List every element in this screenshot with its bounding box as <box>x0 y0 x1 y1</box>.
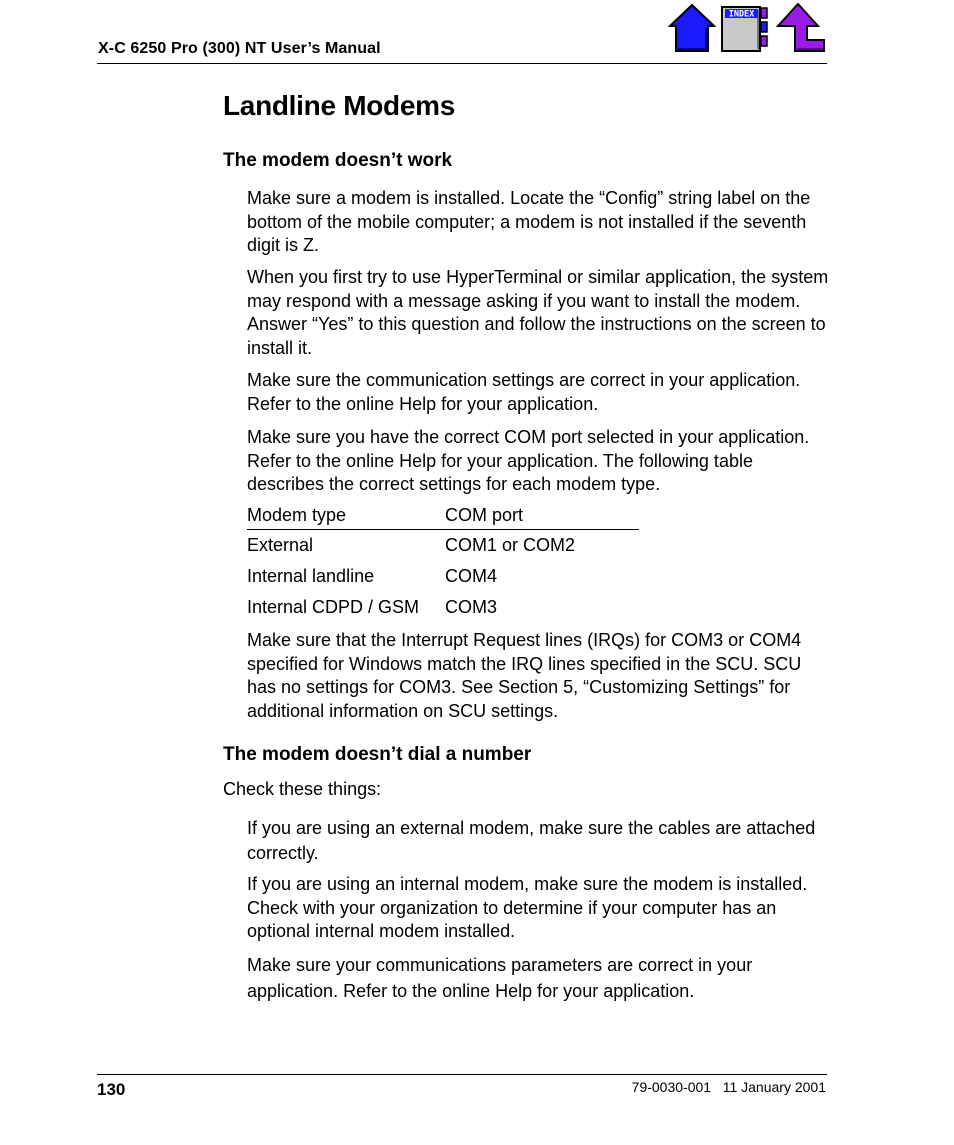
paragraph: Make sure you have the correct COM port selected in your application. Refer to the online Help for your application. The following table describes the correct settings for each modem type. <box>247 427 810 495</box>
paragraph: If you are using an internal modem, make sure the modem is installed. Check with your organization to determine if your computer has an optional internal modem installed. <box>247 874 808 942</box>
index-icon <box>720 2 772 54</box>
table-cell-modem-type: External <box>247 535 314 555</box>
back-arrow-icon <box>776 2 828 54</box>
page-title: Landline Modems <box>223 90 455 121</box>
index-label: INDEX <box>728 9 755 20</box>
table-row <box>247 566 639 590</box>
back-button[interactable] <box>776 2 828 54</box>
paragraph: Make sure a modem is installed. Locate the “Config” string label on the bottom of the mobile computer; a modem is not installed if the seventh digit is Z. <box>247 188 811 256</box>
header-divider <box>97 63 827 64</box>
page-number: 130 <box>97 1080 126 1099</box>
document-info: 79-0030-001 11 January 2001 <box>631 1079 826 1095</box>
paragraph: Make sure that the Interrupt Request lines (IRQs) for COM3 or COM4 specified for Windows match the IRQ lines specified in the SCU. SCU has no settings for COM3. See Section 5, “Customizing Settings” for additional information on SCU settings. <box>247 630 802 722</box>
table-header-modem-type: Modem type <box>247 505 347 525</box>
table-header-divider <box>247 529 639 530</box>
table-header-row <box>247 505 639 529</box>
table-row <box>247 535 639 559</box>
paragraph: Make sure your communications parameters are correct in your application. Refer to the online Help for your application. <box>247 955 753 1001</box>
section-heading-modem-not-dialing: The modem doesn’t dial a number <box>223 744 532 765</box>
paragraph: If you are using an external modem, make sure the cables are attached correctly. <box>247 818 816 863</box>
table-cell-com-port: COM3 <box>445 597 498 617</box>
paragraph: When you first try to use HyperTerminal or similar application, the system may respond with a message asking if you want to install the modem. Answer “Yes” to this question and follow the instructions on the screen to install it. <box>247 267 829 359</box>
manual-title: X-C 6250 Pro (300) NT User’s Manual <box>98 40 381 57</box>
index-button[interactable] <box>720 2 772 54</box>
table-header-com-port: COM port <box>445 505 524 525</box>
home-icon <box>668 2 716 54</box>
footer-divider <box>97 1074 827 1075</box>
section-heading-modem-not-working: The modem doesn’t work <box>223 150 453 171</box>
home-button[interactable] <box>668 2 716 54</box>
table-cell-modem-type: Internal landline <box>247 566 375 586</box>
intro-text: Check these things: <box>223 779 382 799</box>
table-cell-modem-type: Internal CDPD / GSM <box>247 597 420 617</box>
paragraph: Make sure the communication settings are correct in your application. Refer to the online Help for your application. <box>247 370 801 414</box>
table-row <box>247 597 639 621</box>
table-cell-com-port: COM4 <box>445 566 498 586</box>
table-cell-com-port: COM1 or COM2 <box>445 535 576 555</box>
